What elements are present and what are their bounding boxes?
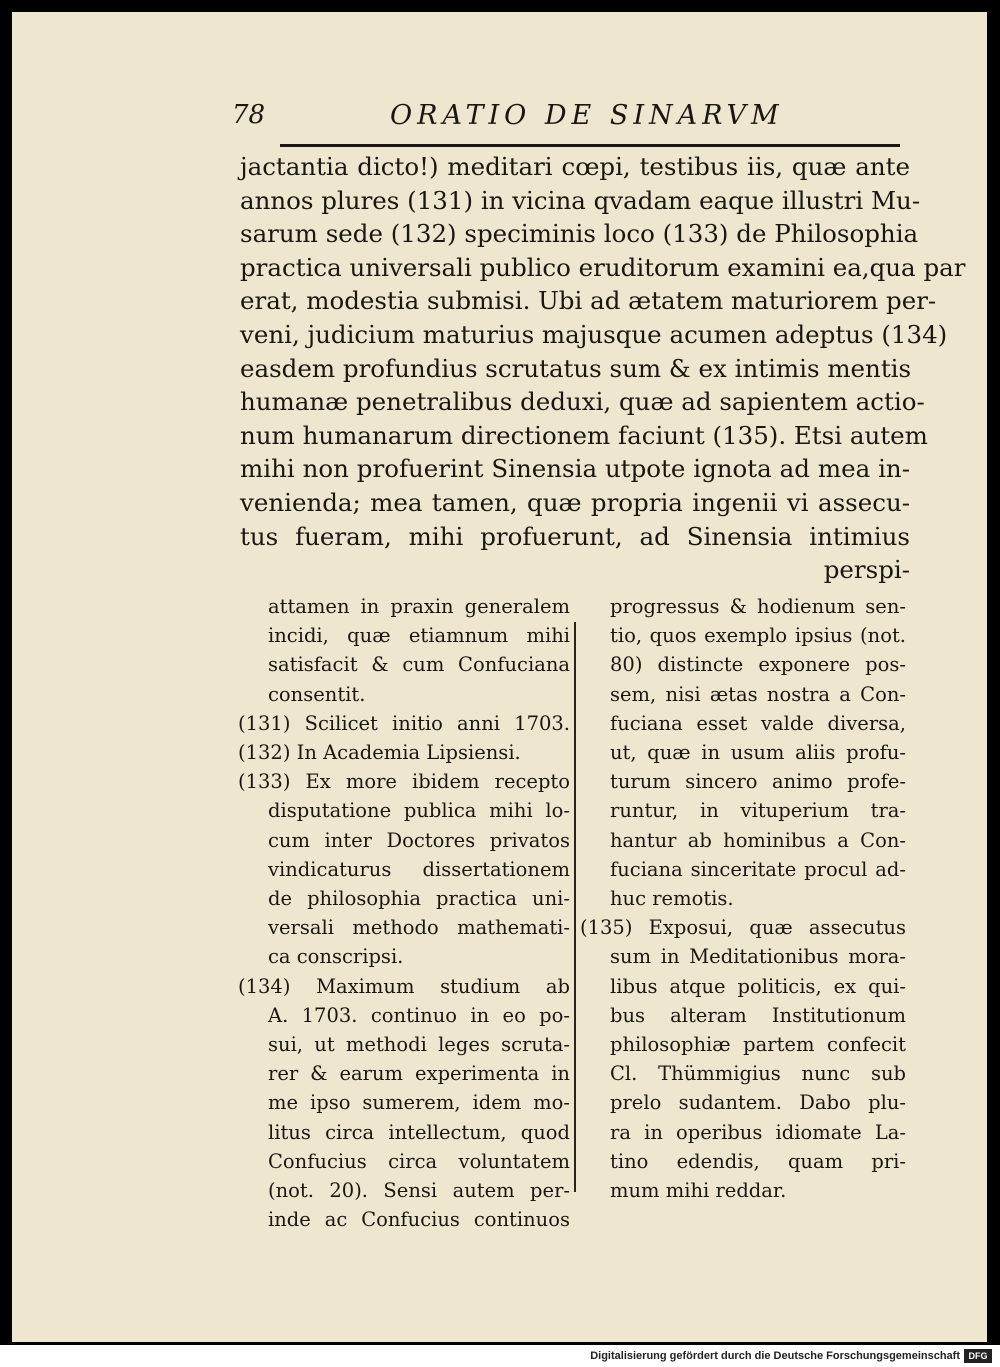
footnote-line: huc remotis. bbox=[610, 887, 734, 911]
footnote-line: incidi, quæ etiamnum mihi bbox=[268, 624, 570, 648]
footnote-line: philosophiæ partem confecit bbox=[610, 1033, 906, 1057]
running-head bbox=[230, 100, 900, 140]
footnote-line: (not. 20). Sensi autem per- bbox=[268, 1179, 570, 1203]
footnote-line: vindicaturus dissertationem bbox=[268, 857, 570, 881]
footnote-line: sui, ut methodi leges scruta- bbox=[268, 1033, 570, 1057]
footnote-line: litus circa intellectum, quod bbox=[268, 1120, 570, 1144]
footnote-line: inde ac Confucius continuos bbox=[268, 1208, 570, 1232]
footnote-line: ca conscripsi. bbox=[268, 945, 404, 969]
main-text-line: annos plures (131) in vicina qvadam eaque illustri Mu- bbox=[240, 185, 921, 215]
footnote-line: consentit. bbox=[268, 682, 366, 706]
footnote-line: turum sincero animo profe- bbox=[610, 770, 906, 794]
footnote-line: (133) Ex more ibidem recepto bbox=[238, 770, 570, 794]
footnotes-left-column bbox=[238, 592, 570, 1234]
footnote-line: rer & earum experimenta in bbox=[268, 1062, 570, 1086]
footnote-line: hantur ab hominibus a Con- bbox=[610, 828, 906, 852]
footnotes-right-column bbox=[580, 592, 906, 1205]
footnote-line: (132) In Academia Lipsiensi. bbox=[238, 741, 521, 765]
footnote-line: versali methodo mathemati- bbox=[268, 916, 570, 940]
catchword: perspi- bbox=[823, 555, 910, 585]
footnote-line: Cl. Thümmigius nunc sub bbox=[610, 1062, 906, 1086]
footnote-line: attamen in praxin generalem bbox=[268, 595, 570, 618]
footnote-line: ra in operibus idiomate La- bbox=[610, 1120, 906, 1144]
footnote-line: me ipso sumerem, idem mo- bbox=[268, 1091, 570, 1115]
footnote-line: prelo sudantem. Dabo plu- bbox=[610, 1091, 906, 1115]
footnote-line: de philosophia practica uni- bbox=[268, 887, 570, 911]
running-title: ORATIO DE SINARVM bbox=[390, 100, 784, 131]
footnote-line: disputatione publica mihi lo- bbox=[268, 799, 570, 823]
main-text-line: venienda; mea tamen, quæ propria ingenii vi assecu- bbox=[240, 487, 910, 517]
main-text-block bbox=[240, 150, 966, 587]
footnote-line: cum inter Doctores privatos bbox=[268, 828, 570, 852]
footnote-line: 80) distincte exponere pos- bbox=[610, 653, 906, 677]
digitization-credit: Digitalisierung gefördert durch die Deutsche Forschungsgemeinschaft bbox=[590, 1350, 960, 1362]
main-text-line: humanæ penetralibus deduxi, quæ ad sapientem actio- bbox=[240, 387, 925, 417]
main-text-line: practica universali publico eruditorum examini ea,qua par bbox=[240, 252, 966, 282]
main-text-line: mihi non profuerint Sinensia utpote ignota ad mea in- bbox=[240, 454, 910, 484]
footnote-line: tino edendis, quam pri- bbox=[610, 1149, 906, 1173]
footnote-line: fuciana esset valde diversa, bbox=[610, 711, 906, 735]
page-number: 78 bbox=[232, 100, 266, 130]
footnote-line: sem, nisi ætas nostra a Con- bbox=[610, 682, 906, 706]
main-text-line: jactantia dicto!) meditari cœpi, testibus iis, quæ ante bbox=[240, 152, 910, 181]
main-text-line: sarum sede (132) speciminis loco (133) de Philosophia bbox=[240, 219, 919, 249]
footnote-line: mum mihi reddar. bbox=[610, 1179, 787, 1203]
main-text-line: easdem profundius scrutatus sum & ex intimis mentis bbox=[240, 353, 912, 383]
footnote-line: runtur, in vituperium tra- bbox=[610, 799, 906, 823]
footnote-line: tio, quos exemplo ipsius (not. bbox=[610, 624, 906, 648]
main-text-line: num humanarum directionem faciunt (135). Etsi autem bbox=[240, 420, 928, 450]
main-text-line: erat, modestia submisi. Ubi ad ætatem maturiorem per- bbox=[240, 286, 937, 316]
footnote-line: bus alteram Institutionum bbox=[610, 1003, 906, 1027]
header-rule bbox=[280, 144, 900, 147]
dfg-logo: DFG bbox=[964, 1349, 992, 1363]
main-text-line: veni, judicium maturius majusque acumen adeptus (134) bbox=[240, 319, 948, 349]
footnote-line: fuciana sinceritate procul ad- bbox=[610, 857, 906, 881]
footnote-line: progressus & hodienum sen- bbox=[610, 595, 906, 618]
column-divider bbox=[574, 622, 576, 1192]
footnote-line: libus atque politicis, ex qui- bbox=[610, 974, 906, 998]
footnote-line: (134) Maximum studium ab bbox=[238, 974, 570, 998]
footnote-line: sum in Meditationibus mora- bbox=[610, 945, 906, 969]
footnote-line: Confucius circa voluntatem bbox=[268, 1149, 570, 1173]
footnote-line: (131) Scilicet initio anni 1703. bbox=[238, 711, 570, 735]
main-text-line: tus fueram, mihi profuerunt, ad Sinensia intimius bbox=[240, 521, 910, 551]
footnote-line: ut, quæ in usum aliis profu- bbox=[610, 741, 906, 765]
footnote-line: (135) Exposui, quæ assecutus bbox=[580, 916, 906, 940]
footnote-line: A. 1703. continuo in eo po- bbox=[268, 1003, 570, 1027]
footnote-line: satisfacit & cum Confuciana bbox=[268, 653, 570, 677]
